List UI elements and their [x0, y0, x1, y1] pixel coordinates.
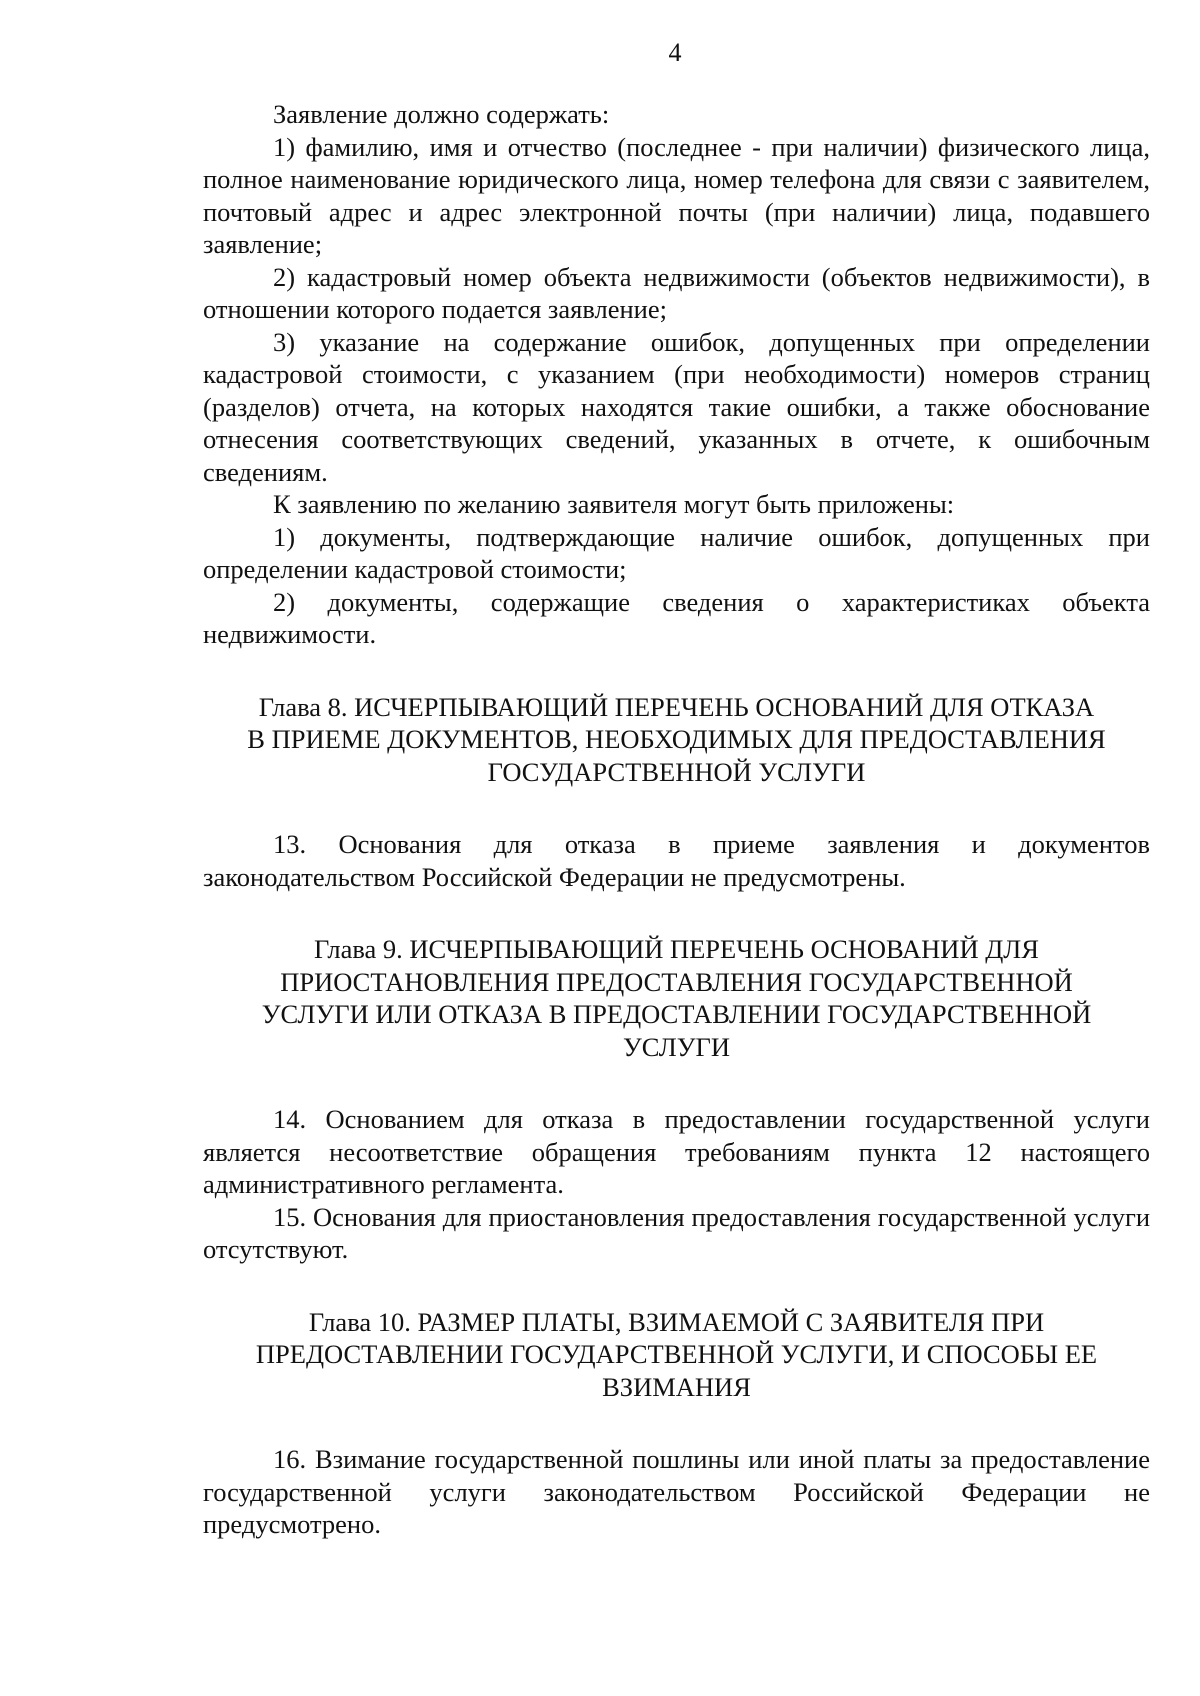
- paragraph-attach-intro: К заявлению по желанию заявителя могут быть приложены:: [273, 489, 955, 519]
- paragraph-13: 13. Основания для отказа в приеме заявления и документов законодательством Российской Федерации не предусмотрены.: [203, 829, 1150, 892]
- chapter-8-line-1: Глава 8. ИСЧЕРПЫВАЮЩИЙ ПЕРЕЧЕНЬ ОСНОВАНИЙ ДЛЯ ОТКАЗА: [258, 691, 1095, 722]
- chapter-8-line-2: В ПРИЕМЕ ДОКУМЕНТОВ, НЕОБХОДИМЫХ ДЛЯ ПРЕДОСТАВЛЕНИЯ: [247, 724, 1106, 754]
- chapter-9-line-1: Глава 9. ИСЧЕРПЫВАЮЩИЙ ПЕРЕЧЕНЬ ОСНОВАНИЙ ДЛЯ: [314, 934, 1039, 964]
- chapter-9-line-3: УСЛУГИ ИЛИ ОТКАЗА В ПРЕДОСТАВЛЕНИИ ГОСУДАРСТВЕННОЙ: [261, 999, 1092, 1029]
- paragraph-attach-2: 2) документы, содержащие сведения о характеристиках объекта недвижимости.: [203, 586, 1150, 649]
- chapter-10-heading: [203, 1306, 1150, 1404]
- chapter-9-line-4: УСЛУГИ: [623, 1031, 730, 1062]
- document-body: [203, 98, 1150, 1541]
- paragraph-14: 14. Основанием для отказа в предоставлении государственной услуги является несоответствие обращения требованиям пункта 12 настоящего административного регламента.: [203, 1104, 1150, 1199]
- chapter-10-line-1: Глава 10. РАЗМЕР ПЛАТЫ, ВЗИМАЕМОЙ С ЗАЯВИТЕЛЯ ПРИ: [308, 1306, 1045, 1337]
- paragraph-16: 16. Взимание государственной пошлины или иной платы за предоставление государственной услуги законодательством Российской Федерации не предусмотрено.: [203, 1444, 1150, 1539]
- paragraph-15: 15. Основания для приостановления предоставления государственной услуги отсутствуют.: [203, 1201, 1150, 1264]
- paragraph-item-3: 3) указание на содержание ошибок, допущенных при определении кадастровой стоимости, с указанием (при необходимости) номеров страниц (разделов) отчета, на которых находятся такие ошибки, а также обоснование отнесения соответствующих сведений, указанных в отчете, к ошибочным сведениям.: [203, 326, 1150, 487]
- chapter-8-heading: [203, 691, 1150, 789]
- paragraph-item-2: 2) кадастровый номер объекта недвижимости (объектов недвижимости), в отношении которого подается заявление;: [203, 261, 1150, 324]
- chapter-8-line-3: ГОСУДАРСТВЕННОЙ УСЛУГИ: [487, 756, 866, 787]
- paragraph-intro: Заявление должно содержать:: [273, 99, 610, 129]
- chapter-10-line-2: ПРЕДОСТАВЛЕНИИ ГОСУДАРСТВЕННОЙ УСЛУГИ, И СПОСОБЫ ЕЕ: [255, 1339, 1098, 1369]
- chapter-9-line-2: ПРИОСТАНОВЛЕНИЯ ПРЕДОСТАВЛЕНИЯ ГОСУДАРСТВЕННОЙ: [280, 966, 1073, 997]
- chapter-9-heading: [203, 933, 1150, 1063]
- chapter-10-line-3: ВЗИМАНИЯ: [602, 1371, 751, 1402]
- page-number: 4: [668, 38, 682, 67]
- paragraph-attach-1: 1) документы, подтверждающие наличие ошибок, допущенных при определении кадастровой стоимости;: [203, 521, 1150, 584]
- paragraph-item-1: 1) фамилию, имя и отчество (последнее - при наличии) физического лица, полное наименование юридического лица, номер телефона для связи с заявителем, почтовый адрес и адрес электронной почты (при наличии) лица, подавшего заявление;: [203, 131, 1150, 259]
